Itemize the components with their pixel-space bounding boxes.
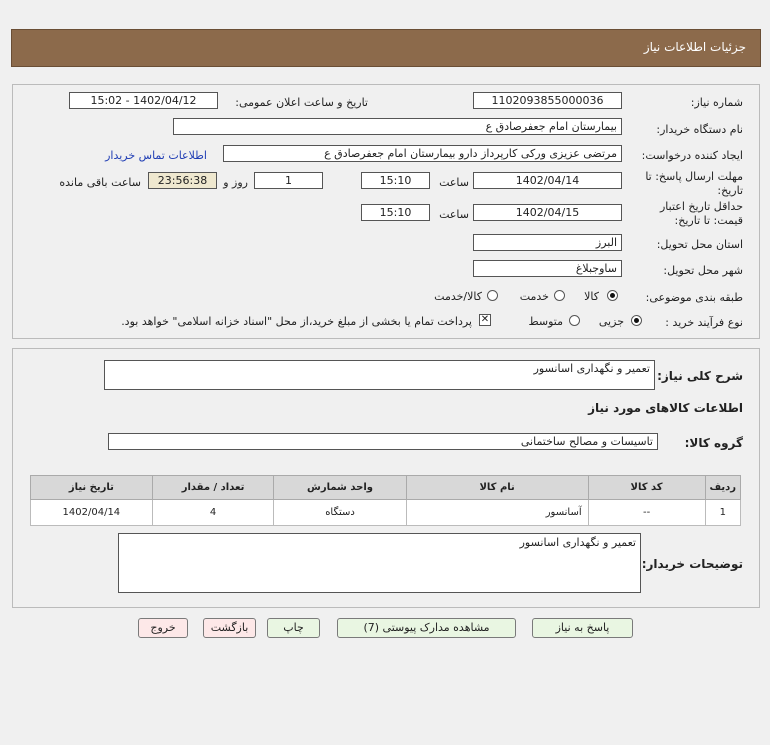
category-option-goods: کالا <box>584 290 599 303</box>
treasury-payment-note: پرداخت تمام یا بخشی از مبلغ خرید،از محل "اسناد خزانه اسلامی" خواهد بود. <box>121 315 472 328</box>
remaining-time-field: 23:56:38 <box>148 172 217 189</box>
deadline-time-label: ساعت <box>439 176 469 189</box>
city-field: ساوجبلاغ <box>473 260 622 277</box>
cell-name: آسانسور <box>406 500 588 526</box>
col-name-header: نام کالا <box>406 476 588 500</box>
deadline-time-field: 15:10 <box>361 172 430 189</box>
print-button[interactable]: چاپ <box>267 618 320 638</box>
process-radio-medium[interactable] <box>569 315 580 326</box>
process-option-minor: جزیی <box>598 315 624 328</box>
days-label: روز و <box>223 176 248 189</box>
requester-field: مرتضی عزیزی ورکی کارپرداز دارو بیمارستان امام جعفرصادق ع <box>223 145 622 162</box>
process-radio-minor[interactable] <box>631 315 642 326</box>
validity-time-field: 15:10 <box>361 204 430 221</box>
col-qty-header: تعداد / مقدار <box>152 476 274 500</box>
announce-field: 1402/04/12 - 15:02 <box>69 92 218 109</box>
table-row <box>31 500 741 526</box>
goods-group-field: تاسیسات و مصالح ساختمانی <box>108 433 658 450</box>
cell-qty: 4 <box>152 500 274 526</box>
buyer-notes-field: تعمیر و نگهداری اسانسور <box>118 533 641 593</box>
category-option-service: خدمت <box>519 290 549 303</box>
category-radio-goods-service[interactable] <box>487 290 498 301</box>
goods-table <box>30 475 741 526</box>
deadline-label-2: تاریخ: <box>717 184 743 197</box>
process-option-medium: متوسط <box>528 315 563 328</box>
goods-info-title: اطلاعات کالاهای مورد نیاز <box>588 401 743 415</box>
buyer-notes-label: توضیحات خریدار: <box>641 557 743 571</box>
city-label: شهر محل تحویل: <box>663 264 743 277</box>
cell-code: -- <box>588 500 705 526</box>
cell-row: 1 <box>705 500 740 526</box>
reply-button[interactable]: پاسخ به نیاز <box>532 618 633 638</box>
validity-date-field: 1402/04/15 <box>473 204 622 221</box>
category-option-goods-service: کالا/خدمت <box>434 290 482 303</box>
col-date-header: تاریخ نیاز <box>31 476 153 500</box>
validity-label-2: قیمت: تا تاریخ: <box>674 214 743 227</box>
category-radio-goods[interactable] <box>607 290 618 301</box>
general-desc-field: تعمیر و نگهداری اسانسور <box>104 360 655 390</box>
deadline-label-1: مهلت ارسال پاسخ: تا <box>645 170 743 183</box>
contact-buyer-link[interactable]: اطلاعات تماس خریدار <box>105 149 207 162</box>
category-radio-service[interactable] <box>554 290 565 301</box>
days-field: 1 <box>254 172 323 189</box>
need-number-label: شماره نیاز: <box>690 96 743 109</box>
attachments-button[interactable]: مشاهده مدارک پیوستی (7) <box>337 618 516 638</box>
cell-unit: دستگاه <box>274 500 406 526</box>
page-title: جزئیات اطلاعات نیاز <box>643 40 746 54</box>
buyer-org-label: نام دستگاه خریدار: <box>656 123 743 136</box>
buyer-org-field: بیمارستان امام جعفرصادق ع <box>173 118 622 135</box>
cell-date: 1402/04/14 <box>31 500 153 526</box>
announce-label: تاریخ و ساعت اعلان عمومی: <box>235 96 368 109</box>
remaining-label: ساعت باقی مانده <box>59 176 141 189</box>
treasury-payment-checkbox[interactable]: ✕ <box>480 314 490 325</box>
province-label: استان محل تحویل: <box>656 238 743 251</box>
col-unit-header: واحد شمارش <box>274 476 406 500</box>
category-label: طبقه بندی موضوعی: <box>645 291 743 304</box>
exit-button[interactable]: خروج <box>138 618 188 638</box>
province-field: البرز <box>473 234 622 251</box>
goods-group-label: گروه کالا: <box>684 436 743 450</box>
col-row-header: ردیف <box>705 476 740 500</box>
deadline-date-field: 1402/04/14 <box>473 172 622 189</box>
general-desc-label: شرح کلی نیاز: <box>657 369 743 383</box>
back-button[interactable]: بازگشت <box>203 618 256 638</box>
table-header-row <box>31 476 741 500</box>
requester-label: ایجاد کننده درخواست: <box>641 149 743 162</box>
validity-time-label: ساعت <box>439 208 469 221</box>
process-label: نوع فرآیند خرید : <box>665 316 743 329</box>
validity-label-1: حداقل تاریخ اعتبار <box>659 200 743 213</box>
col-code-header: کد کالا <box>588 476 705 500</box>
need-number-field: 1102093855000036 <box>473 92 622 109</box>
page-header <box>11 29 761 67</box>
